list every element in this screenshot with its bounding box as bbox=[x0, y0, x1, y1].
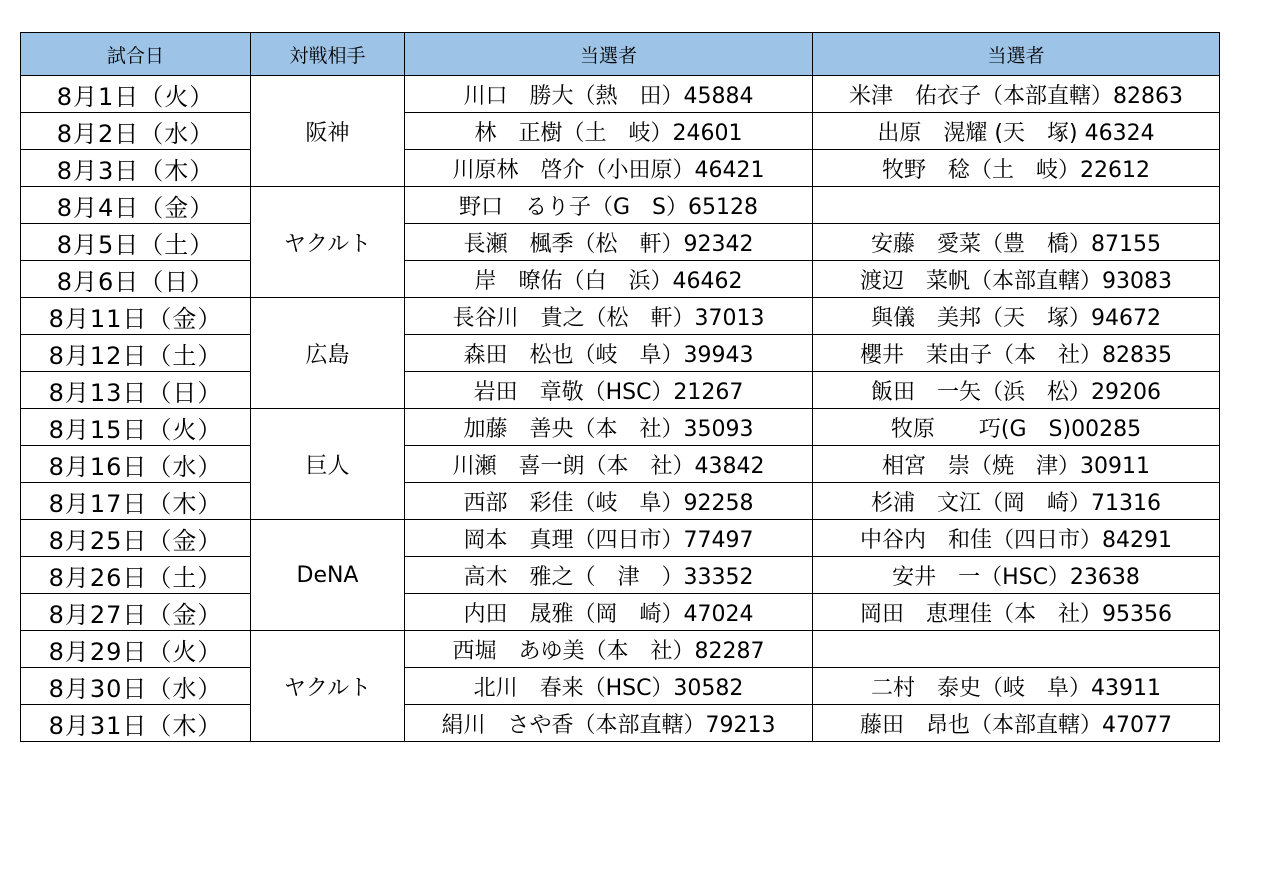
winner-1-cell: 岸 暸佑（白 浜）46462 bbox=[405, 261, 813, 298]
opponent-cell: ヤクルト bbox=[251, 187, 405, 298]
table-row bbox=[21, 557, 1220, 594]
header-row bbox=[21, 33, 1220, 76]
winner-2-cell: 安井 一（HSC）23638 bbox=[813, 557, 1220, 594]
winner-2-cell: 安藤 愛菜（豊 橋）87155 bbox=[813, 224, 1220, 261]
game-date-cell: 8月3日（木） bbox=[21, 150, 251, 187]
table-row bbox=[21, 372, 1220, 409]
table-row bbox=[21, 335, 1220, 372]
winner-2-cell: 藤田 昂也（本部直轄）47077 bbox=[813, 705, 1220, 742]
winner-2-cell: 相宮 崇（焼 津）30911 bbox=[813, 446, 1220, 483]
opponent-cell: 広島 bbox=[251, 298, 405, 409]
winner-2-cell: 岡田 恵理佳（本 社）95356 bbox=[813, 594, 1220, 631]
game-date-cell: 8月31日（木） bbox=[21, 705, 251, 742]
game-date-cell: 8月5日（土） bbox=[21, 224, 251, 261]
table-row bbox=[21, 483, 1220, 520]
table-row bbox=[21, 446, 1220, 483]
winner-1-cell: 北川 春来（HSC）30582 bbox=[405, 668, 813, 705]
table-row bbox=[21, 113, 1220, 150]
opponent-cell: 阪神 bbox=[251, 76, 405, 187]
winner-2-cell: 中谷内 和佳（四日市）84291 bbox=[813, 520, 1220, 557]
winner-1-cell: 岩田 章敬（HSC）21267 bbox=[405, 372, 813, 409]
table-row bbox=[21, 668, 1220, 705]
game-date-cell: 8月11日（金） bbox=[21, 298, 251, 335]
winners-table-container bbox=[20, 32, 1219, 742]
table-row bbox=[21, 705, 1220, 742]
table-row bbox=[21, 76, 1220, 113]
winner-1-cell: 西堀 あゆ美（本 社）82287 bbox=[405, 631, 813, 668]
winner-2-cell bbox=[813, 631, 1220, 668]
winner-2-cell: 米津 佑衣子（本部直轄）82863 bbox=[813, 76, 1220, 113]
table-row bbox=[21, 224, 1220, 261]
game-date-cell: 8月15日（火） bbox=[21, 409, 251, 446]
table-row bbox=[21, 298, 1220, 335]
winner-2-cell: 杉浦 文江（岡 崎）71316 bbox=[813, 483, 1220, 520]
winner-2-cell: 出原 滉耀 (天 塚) 46324 bbox=[813, 113, 1220, 150]
winner-1-cell: 岡本 真理（四日市）77497 bbox=[405, 520, 813, 557]
header-opponent: 対戦相手 bbox=[251, 33, 405, 76]
winner-1-cell: 長谷川 貴之（松 軒）37013 bbox=[405, 298, 813, 335]
table-row bbox=[21, 409, 1220, 446]
game-date-cell: 8月17日（木） bbox=[21, 483, 251, 520]
game-date-cell: 8月26日（土） bbox=[21, 557, 251, 594]
game-date-cell: 8月13日（日） bbox=[21, 372, 251, 409]
opponent-cell: 巨人 bbox=[251, 409, 405, 520]
header-game-date: 試合日 bbox=[21, 33, 251, 76]
winner-1-cell: 森田 松也（岐 阜）39943 bbox=[405, 335, 813, 372]
table-row bbox=[21, 187, 1220, 224]
winner-2-cell: 飯田 一矢（浜 松）29206 bbox=[813, 372, 1220, 409]
opponent-cell: DeNA bbox=[251, 520, 405, 631]
winner-1-cell: 川瀬 喜一朗（本 社）43842 bbox=[405, 446, 813, 483]
winner-1-cell: 川口 勝大（熱 田）45884 bbox=[405, 76, 813, 113]
opponent-cell: ヤクルト bbox=[251, 631, 405, 742]
game-date-cell: 8月27日（金） bbox=[21, 594, 251, 631]
game-date-cell: 8月30日（水） bbox=[21, 668, 251, 705]
table-row bbox=[21, 520, 1220, 557]
winner-2-cell: 與儀 美邦（天 塚）94672 bbox=[813, 298, 1220, 335]
game-date-cell: 8月29日（火） bbox=[21, 631, 251, 668]
game-date-cell: 8月25日（金） bbox=[21, 520, 251, 557]
winner-2-cell: 櫻井 茉由子（本 社）82835 bbox=[813, 335, 1220, 372]
winner-2-cell: 牧原 巧(G S)00285 bbox=[813, 409, 1220, 446]
table-row bbox=[21, 150, 1220, 187]
winner-1-cell: 加藤 善央（本 社）35093 bbox=[405, 409, 813, 446]
winner-2-cell: 牧野 稔（土 岐）22612 bbox=[813, 150, 1220, 187]
winner-1-cell: 西部 彩佳（岐 阜）92258 bbox=[405, 483, 813, 520]
winner-1-cell: 高木 雅之（ 津 ）33352 bbox=[405, 557, 813, 594]
table-row bbox=[21, 594, 1220, 631]
game-date-cell: 8月2日（水） bbox=[21, 113, 251, 150]
winner-1-cell: 野口 るり子（G S）65128 bbox=[405, 187, 813, 224]
header-winner-1: 当選者 bbox=[405, 33, 813, 76]
table-row bbox=[21, 261, 1220, 298]
game-date-cell: 8月12日（土） bbox=[21, 335, 251, 372]
game-date-cell: 8月4日（金） bbox=[21, 187, 251, 224]
game-date-cell: 8月16日（水） bbox=[21, 446, 251, 483]
game-date-cell: 8月6日（日） bbox=[21, 261, 251, 298]
game-date-cell: 8月1日（火） bbox=[21, 76, 251, 113]
table-row bbox=[21, 631, 1220, 668]
winner-2-cell: 渡辺 菜帆（本部直轄）93083 bbox=[813, 261, 1220, 298]
winner-2-cell bbox=[813, 187, 1220, 224]
winner-1-cell: 林 正樹（土 岐）24601 bbox=[405, 113, 813, 150]
winner-1-cell: 内田 晟雅（岡 崎）47024 bbox=[405, 594, 813, 631]
winner-2-cell: 二村 泰史（岐 阜）43911 bbox=[813, 668, 1220, 705]
winner-1-cell: 絹川 さや香（本部直轄）79213 bbox=[405, 705, 813, 742]
winner-1-cell: 長瀬 楓季（松 軒）92342 bbox=[405, 224, 813, 261]
winners-table bbox=[20, 32, 1220, 742]
header-winner-2: 当選者 bbox=[813, 33, 1220, 76]
winner-1-cell: 川原林 啓介（小田原）46421 bbox=[405, 150, 813, 187]
